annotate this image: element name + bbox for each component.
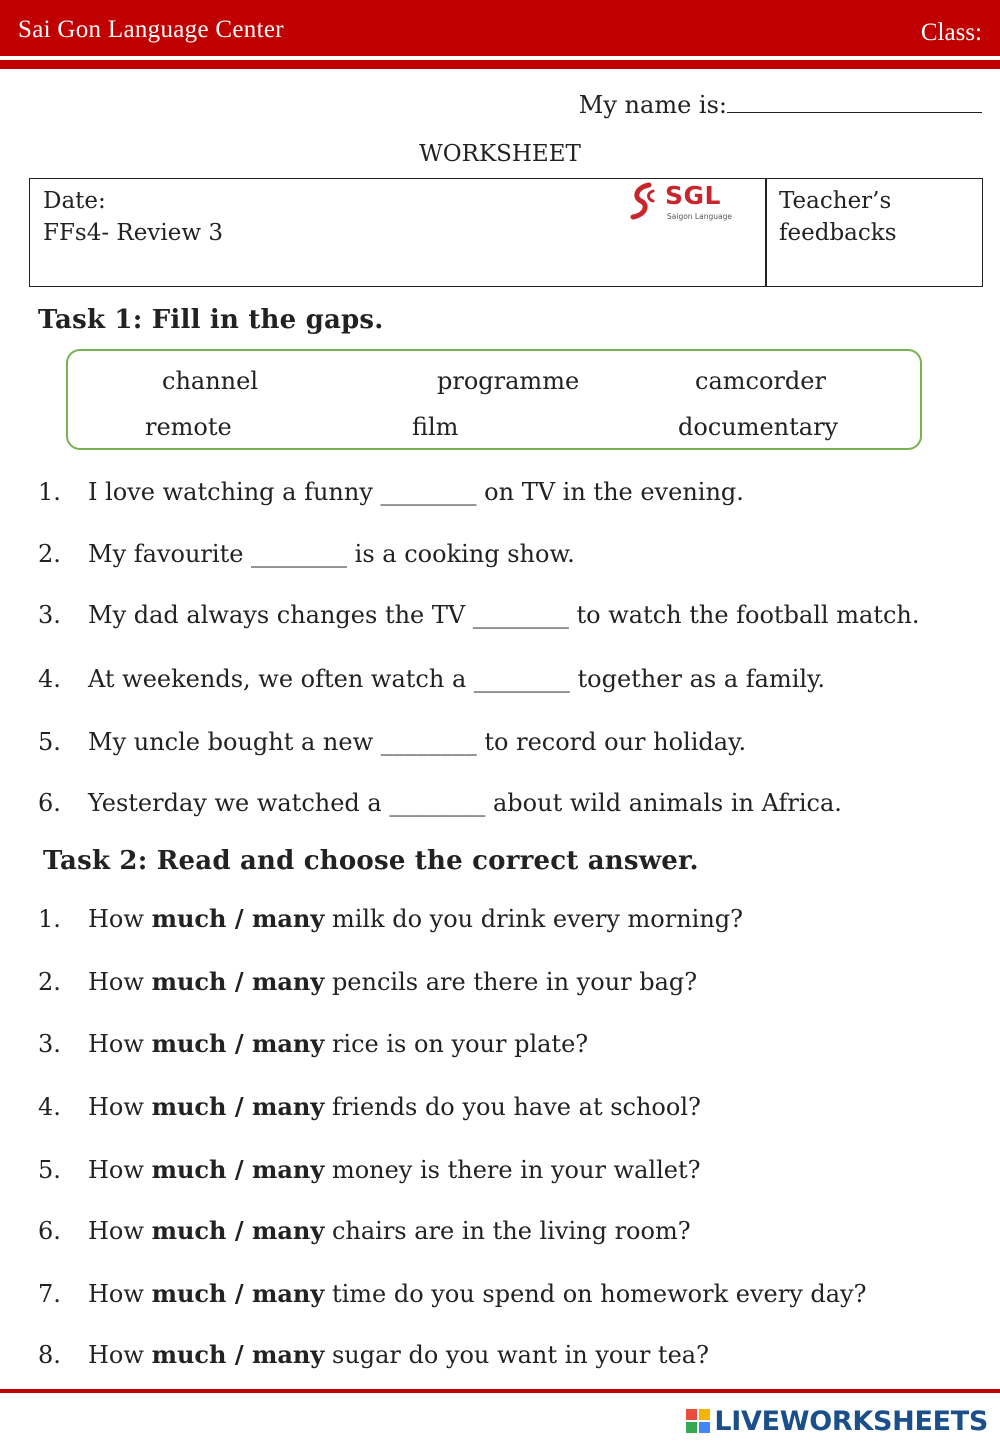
task1-title: Task 1: Fill in the gaps. <box>38 305 384 335</box>
task1-item <box>38 728 746 756</box>
word-bank-item: programme <box>437 367 580 395</box>
item-number: 5. <box>38 1156 61 1184</box>
feedback-line2: feedbacks <box>779 220 897 246</box>
item-text[interactable]: My uncle bought a new ________ to record our holiday. <box>88 728 747 756</box>
item-number: 1. <box>38 905 61 933</box>
item-number: 6. <box>38 789 61 817</box>
word-bank-item: channel <box>162 367 258 395</box>
item-text[interactable]: My dad always changes the TV ________ to watch the football match. <box>88 601 920 629</box>
item-text[interactable]: At weekends, we often watch a ________ together as a family. <box>88 665 826 693</box>
item-lead: How <box>88 1030 144 1058</box>
task2-item <box>38 1216 691 1245</box>
answer-choice[interactable]: much / many <box>151 1029 325 1058</box>
item-text: rice is on your plate? <box>331 1030 589 1058</box>
answer-choice[interactable]: much / many <box>151 1279 325 1308</box>
feedback-line1: Teacher’s <box>779 188 892 214</box>
sgl-swirl-icon <box>627 181 665 221</box>
item-number: 8. <box>38 1341 61 1369</box>
answer-choice[interactable]: much / many <box>151 1155 325 1184</box>
feedback-area <box>779 185 897 249</box>
date-label: Date: <box>43 188 106 214</box>
task2-item <box>38 1340 709 1369</box>
item-lead: How <box>88 1156 144 1184</box>
liveworksheets-text: LIVEWORKSHEETS <box>714 1405 988 1437</box>
item-lead: How <box>88 1093 144 1121</box>
answer-choice[interactable]: much / many <box>151 967 325 996</box>
task2-item <box>38 967 697 996</box>
task2-item <box>38 904 743 933</box>
worksheet-title: WORKSHEET <box>419 141 581 167</box>
item-lead: How <box>88 1280 144 1308</box>
answer-choice[interactable]: much / many <box>151 1092 325 1121</box>
header-rule <box>0 60 1000 69</box>
item-text: time do you spend on homework every day? <box>331 1280 867 1308</box>
task1-item <box>38 789 842 817</box>
logo-subtext: Saigon Language <box>667 212 732 221</box>
task1-item <box>38 478 744 506</box>
answer-choice[interactable]: much / many <box>151 1340 325 1369</box>
info-left <box>43 185 223 249</box>
unit-label: FFs4- Review 3 <box>43 220 223 246</box>
item-number: 3. <box>38 1030 61 1058</box>
footer-rule <box>0 1389 1000 1393</box>
task2-item <box>38 1279 866 1308</box>
name-line <box>579 90 982 119</box>
task2-title: Task 2: Read and choose the correct answer. <box>43 846 699 876</box>
item-text: chairs are in the living room? <box>331 1217 691 1245</box>
item-text: milk do you drink every morning? <box>331 905 744 933</box>
task1-item <box>38 540 575 568</box>
item-lead: How <box>88 1217 144 1245</box>
item-text: pencils are there in your bag? <box>331 968 698 996</box>
task1-item <box>38 601 919 629</box>
item-number: 4. <box>38 665 61 693</box>
item-number: 3. <box>38 601 61 629</box>
item-number: 1. <box>38 478 61 506</box>
word-bank-item: documentary <box>678 413 839 441</box>
info-box <box>29 178 983 287</box>
name-label: My name is: <box>578 91 727 119</box>
logo-text: SGL <box>665 181 721 210</box>
item-number: 2. <box>38 540 61 568</box>
class-label: Class: <box>920 19 982 46</box>
item-lead: How <box>88 968 144 996</box>
item-text[interactable]: My favourite ________ is a cooking show. <box>88 540 575 568</box>
word-bank-item: film <box>412 413 459 441</box>
info-divider <box>765 179 767 286</box>
item-text[interactable]: I love watching a funny ________ on TV in the evening. <box>88 478 744 506</box>
liveworksheets-logo[interactable] <box>685 1404 988 1438</box>
task2-item <box>38 1029 588 1058</box>
center-name: Sai Gon Language Center <box>18 16 284 43</box>
task2-item <box>38 1155 700 1184</box>
task2-item <box>38 1092 701 1121</box>
answer-choice[interactable]: much / many <box>151 1216 325 1245</box>
task1-item <box>38 665 825 693</box>
item-text[interactable]: Yesterday we watched a ________ about wild animals in Africa. <box>88 789 842 817</box>
item-text: money is there in your wallet? <box>331 1156 701 1184</box>
answer-choice[interactable]: much / many <box>151 904 325 933</box>
item-number: 7. <box>38 1280 61 1308</box>
item-number: 2. <box>38 968 61 996</box>
item-number: 4. <box>38 1093 61 1121</box>
item-lead: How <box>88 1341 144 1369</box>
name-blank[interactable] <box>727 90 982 113</box>
sgl-logo <box>627 181 737 225</box>
item-text: sugar do you want in your tea? <box>331 1341 709 1369</box>
word-bank-item: remote <box>145 413 232 441</box>
item-text: friends do you have at school? <box>331 1093 701 1121</box>
item-number: 6. <box>38 1217 61 1245</box>
word-bank-item: camcorder <box>695 367 826 395</box>
liveworksheets-icon <box>685 1408 711 1434</box>
item-lead: How <box>88 905 144 933</box>
item-number: 5. <box>38 728 61 756</box>
word-bank <box>66 349 922 450</box>
